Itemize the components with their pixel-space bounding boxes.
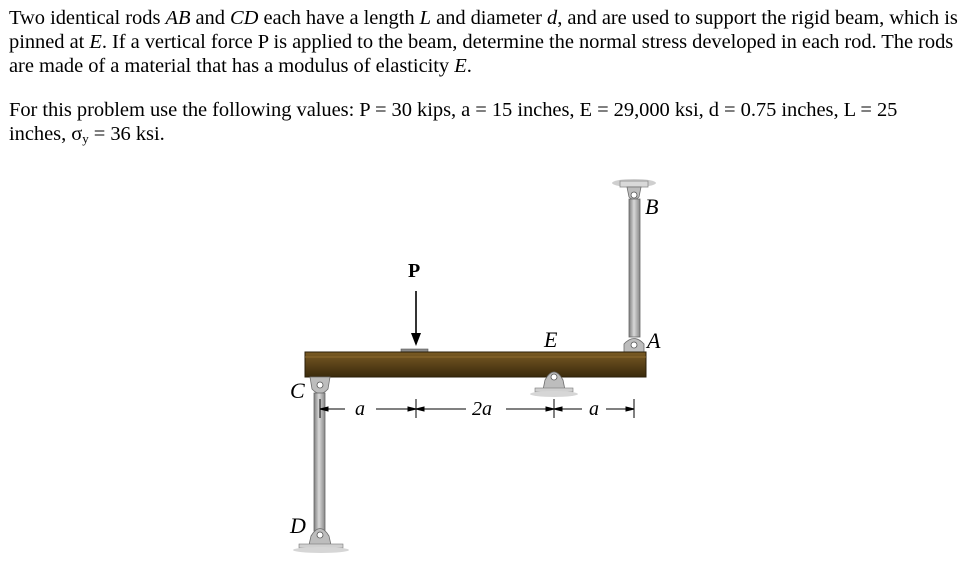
given-values: For this problem use the following values: P = 30 kips, a = 15 inches, E = 29,000 ksi, d = 0.75 inches, L = 25 inches, $\sigma_y = 36$ ksi.: [9, 99, 898, 146]
force-arrow-p: [411, 291, 421, 346]
label-c: C: [290, 378, 305, 403]
rod-cd-ref: CD: [230, 7, 259, 29]
dim-a-left: a: [355, 398, 365, 420]
label-p: P: [408, 260, 421, 282]
label-d: D: [290, 513, 306, 538]
modulus-symbol: E: [454, 55, 467, 77]
clevis-a: [624, 339, 644, 353]
rigid-beam: [305, 352, 646, 377]
problem-statement: Two identical rods AB and CD each have a length L and diameter d, and are used to support the rigid beam, which is pinned at E. If a vertical force P is applied to the beam, determine the normal stress developed in each rod. The rods are made of a material that has a modulus of elasticity E.: [9, 7, 958, 77]
label-e: E: [544, 327, 558, 352]
length-symbol: L: [419, 7, 431, 29]
diameter-symbol: d: [546, 7, 558, 29]
label-a: A: [647, 328, 661, 353]
dim-a-right: a: [589, 398, 599, 420]
label-b: B: [645, 194, 659, 219]
dim-2a: 2a: [472, 398, 492, 420]
rod-ab: [629, 199, 640, 337]
rod-ab-ref: AB: [165, 7, 191, 29]
clevis-c: [310, 377, 330, 394]
pin-ref: E: [89, 31, 102, 53]
